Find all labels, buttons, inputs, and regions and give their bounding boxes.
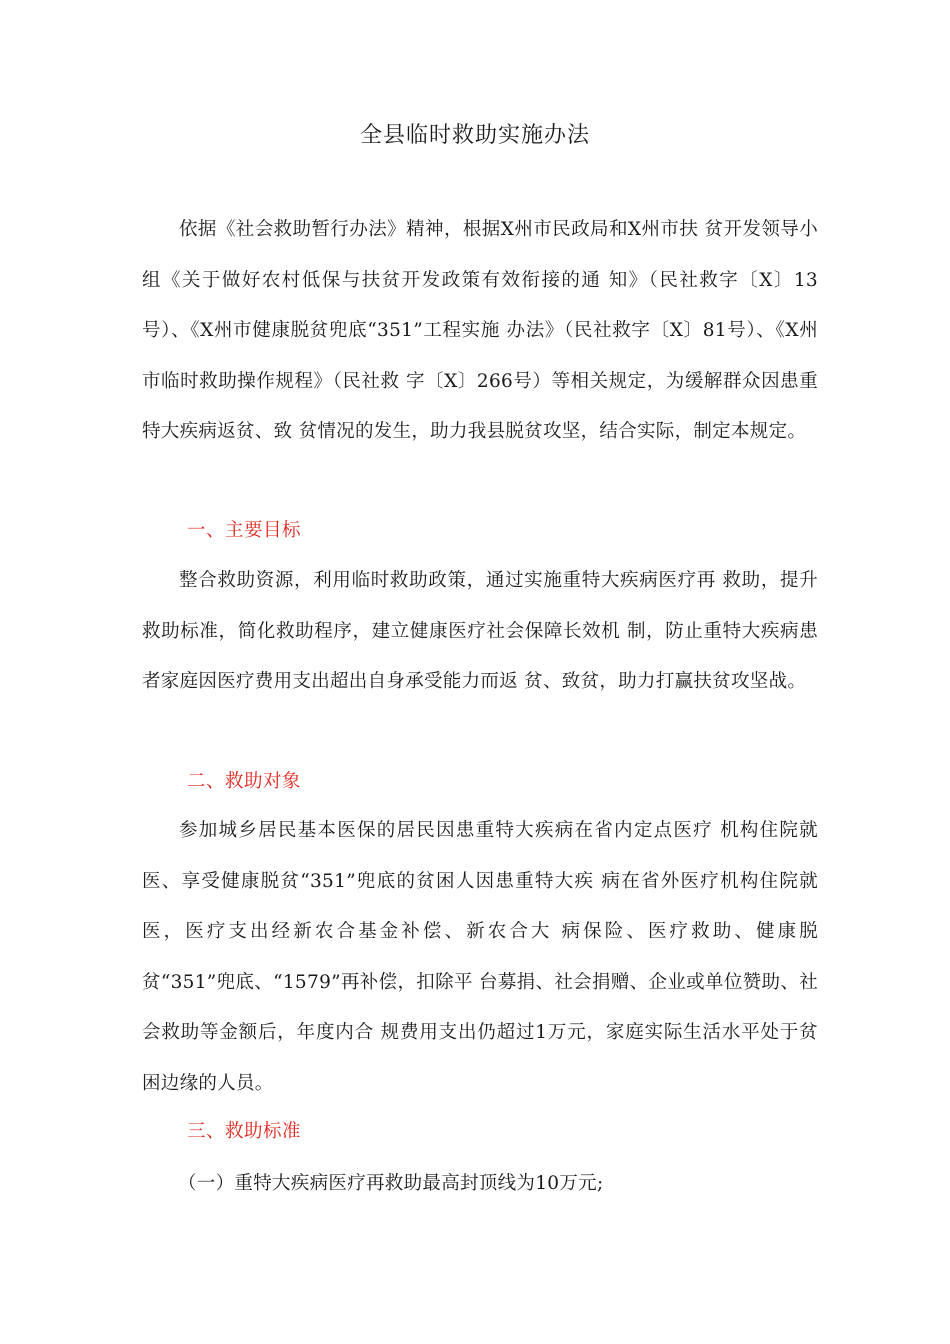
section-heading-recipients: 二、救助对象 (187, 771, 302, 792)
section-heading-standards: 三、救助标准 (187, 1121, 302, 1142)
section-heading-goals: 一、主要目标 (187, 520, 302, 541)
section-body-goals: 整合救助资源，利用临时救助政策，通过实施重特大疾病医疗再 救助，提升救助标准，简化救助程序，建立健康医疗社会保障长效机 制，防止重特大疾病患者家庭因医疗费用支出超出自身承受能力而返 贫、致贫，助力打赢扶贫攻坚战。 (142, 570, 818, 692)
section-body-recipients: 参加城乡居民基本医保的居民因患重特大疾病在省内定点医疗 机构住院就医、享受健康脱贫“351”兜底的贫困人因患重特大疾 病在省外医疗机构住院就医，医疗支出经新农合基金补偿、新农合大 病保险、医疗救助、健康脱贫“351”兜底、“1579”再补偿，扣除平 台募捐、社会捐赠、企业或单位赞助、社会救助等金额后，年度内合 规费用支出仍超过1万元，家庭实际生活水平处于贫困边缘的人员。 (142, 820, 818, 1094)
intro-paragraph: 依据《社会救助暂行办法》精神，根据X州市民政局和X州市扶 贫开发领导小组《关于做好农村低保与扶贫开发政策有效衔接的通 知》（民社救字〔X〕13号）、《X州市健康脱贫兜底“351”工程实施 办法》（民社救字〔X〕81号）、《X州市临时救助操作规程》（民社救 字〔X〕266号）等相关规定，为缓解群众因患重特大疾病返贫、致 贫情况的发生，助力我县脱贫攻坚，结合实际，制定本规定。 (142, 219, 818, 442)
document-title: 全县临时救助实施办法 (359, 123, 590, 148)
standards-item-1: （一）重特大疾病医疗再救助最高封顶线为10万元; (178, 1173, 604, 1194)
